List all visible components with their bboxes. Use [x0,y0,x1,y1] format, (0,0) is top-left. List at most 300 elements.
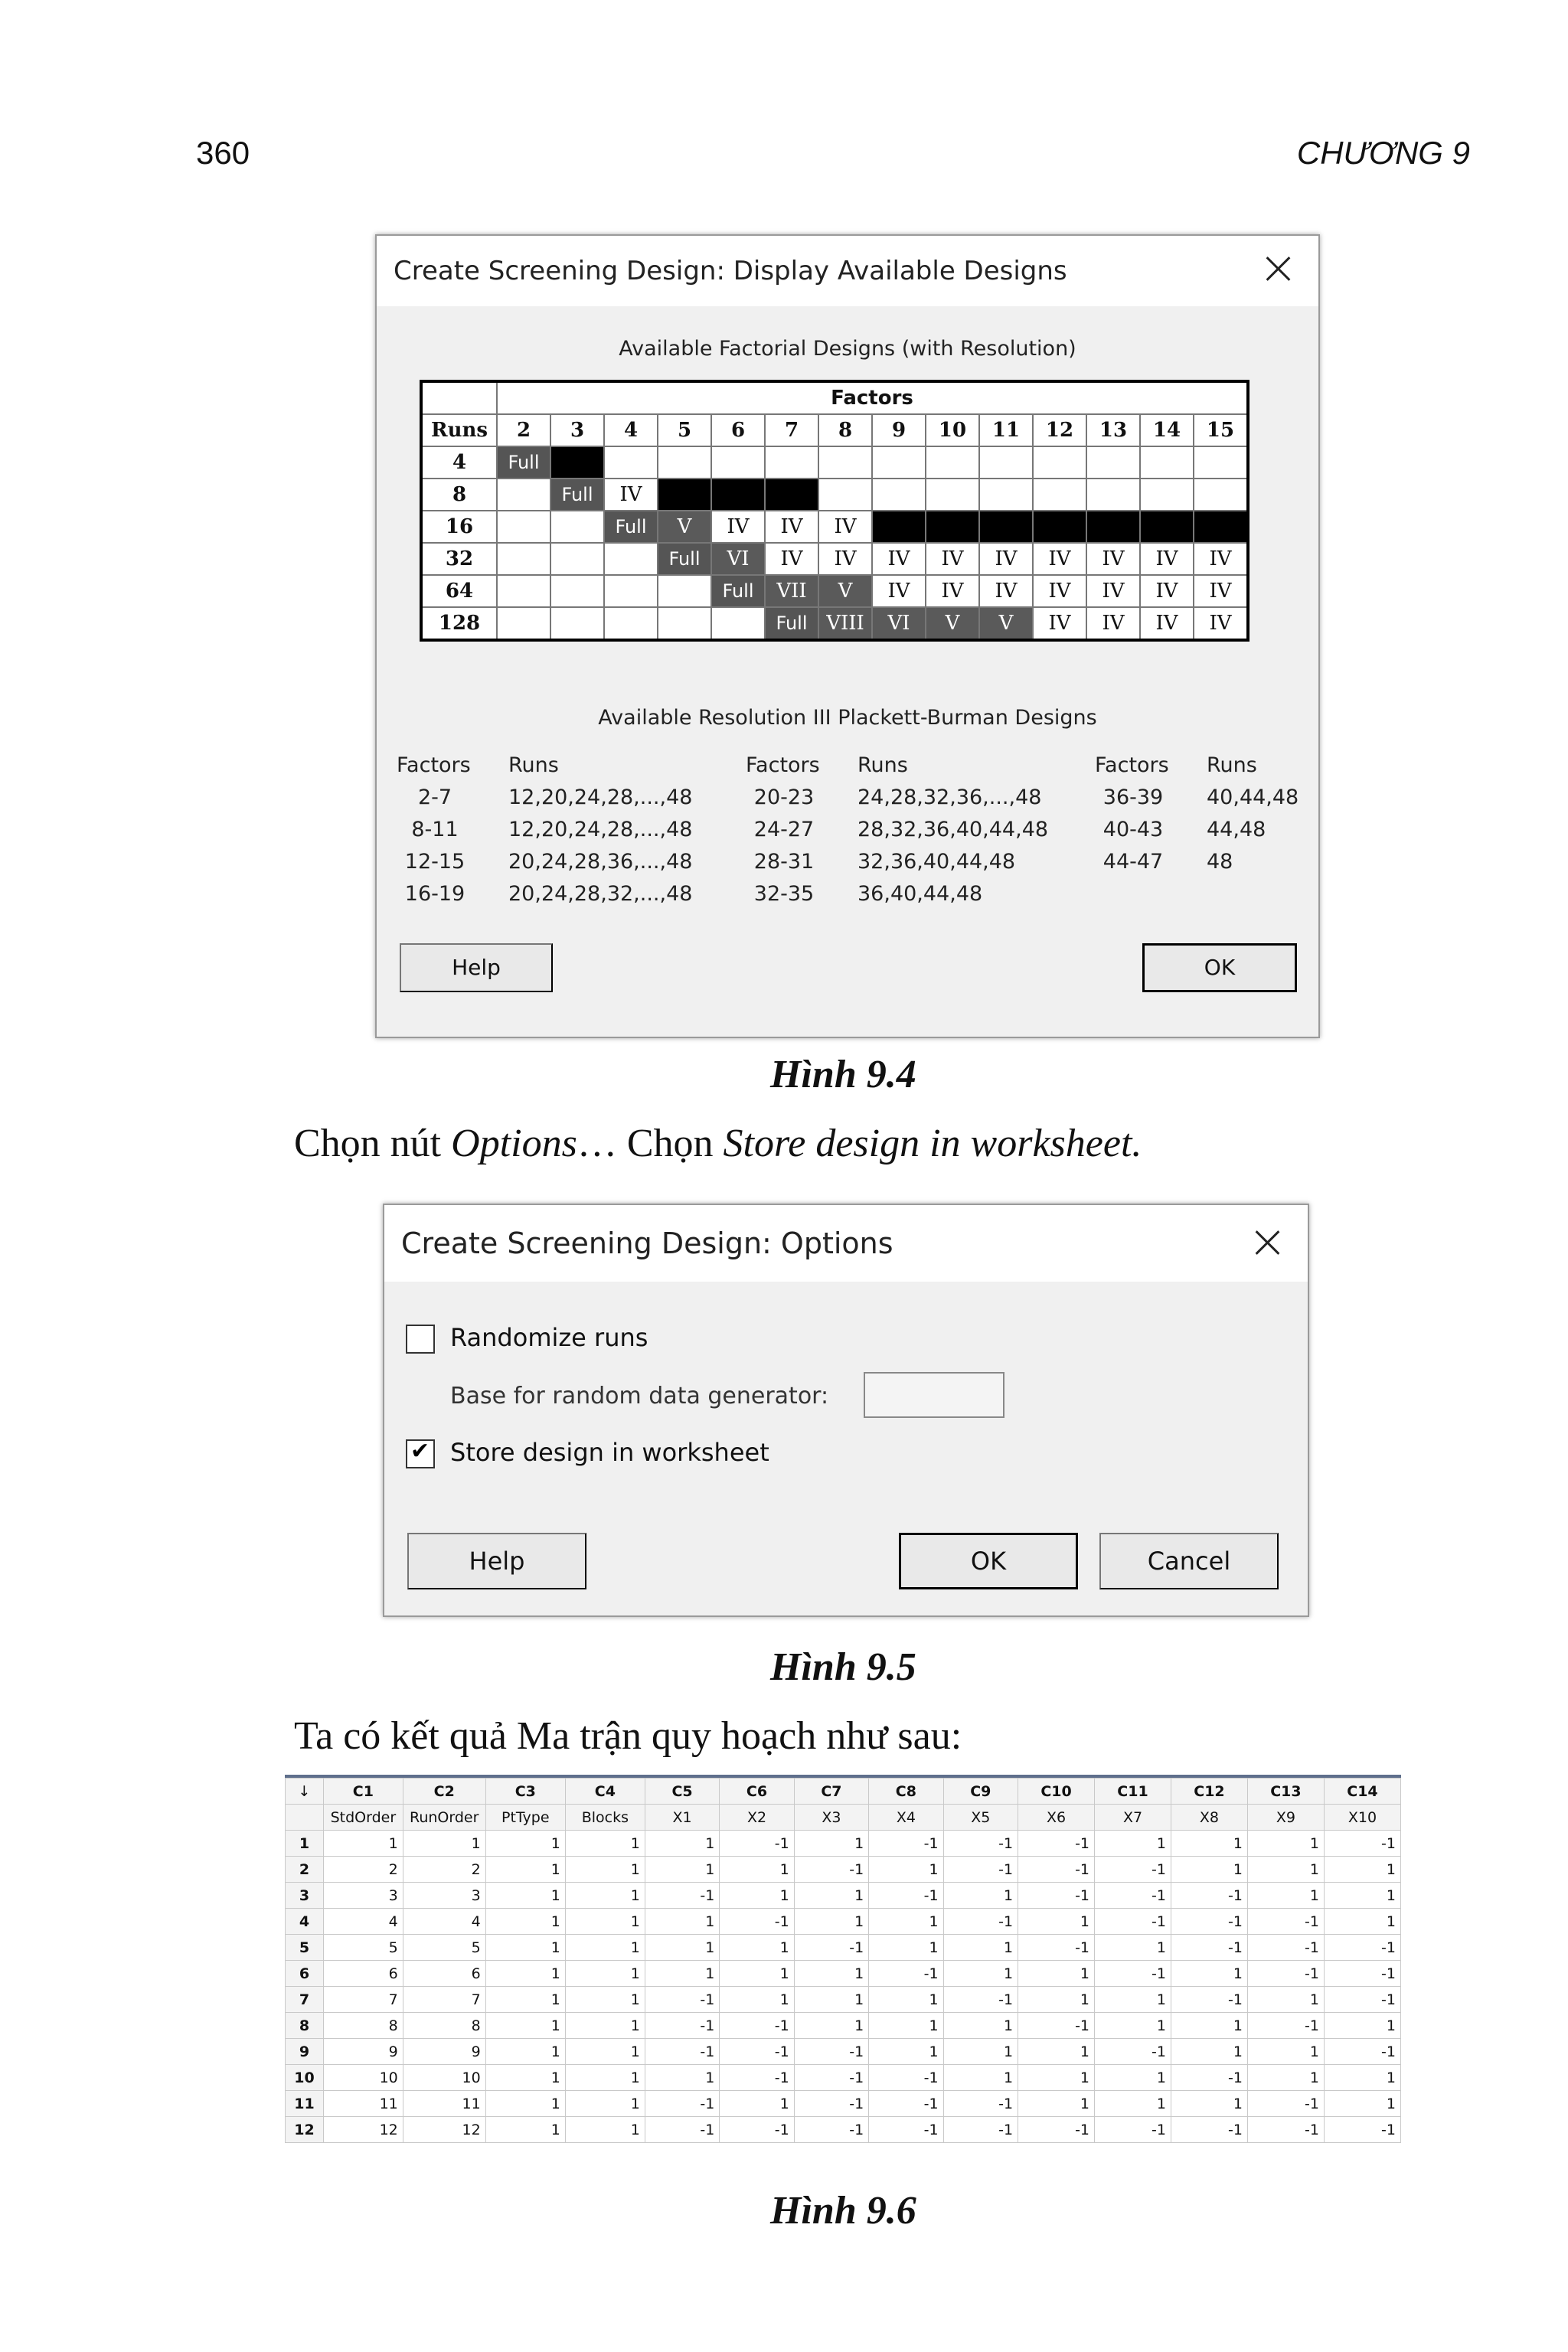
worksheet-cell[interactable]: 1 [645,1909,719,1935]
column-name-header[interactable]: X5 [943,1805,1018,1831]
worksheet-cell[interactable]: 1 [794,1883,868,1909]
worksheet-cell[interactable]: 1 [1247,1883,1324,1909]
worksheet-cell[interactable]: -1 [720,2039,794,2065]
help-button[interactable]: Help [400,943,553,992]
worksheet-cell[interactable]: 1 [869,2013,943,2039]
resolution-cell: V [818,575,872,607]
column-id-header[interactable]: C5 [645,1779,719,1805]
worksheet-cell[interactable]: 6 [324,1961,403,1987]
worksheet-cell[interactable]: 10 [324,2065,403,2091]
worksheet-cell[interactable]: 1 [1018,2039,1095,2065]
worksheet-cell[interactable]: 1 [1247,1831,1324,1857]
worksheet-cell[interactable]: 1 [645,2065,719,2091]
worksheet-cell[interactable]: 1 [485,2117,565,2143]
worksheet-cell[interactable]: -1 [1018,2013,1095,2039]
pb-factors: 8-11 [411,818,459,841]
pb-column-3 [1095,753,1317,882]
factor-column-header: 3 [550,414,604,446]
worksheet-cell[interactable]: -1 [1018,1831,1095,1857]
worksheet-cell[interactable]: 1 [794,1831,868,1857]
worksheet-cell[interactable]: -1 [1247,1935,1324,1961]
worksheet-cell[interactable]: 8 [324,2013,403,2039]
worksheet-cell[interactable]: 1 [565,2065,645,2091]
empty-cell [1086,446,1140,479]
worksheet-cell[interactable]: -1 [1095,1857,1171,1883]
resolution-cell: IV [1140,575,1194,607]
worksheet-cell[interactable]: -1 [869,1883,943,1909]
resolution-cell: IV [1194,575,1248,607]
worksheet-cell[interactable]: 1 [565,2013,645,2039]
empty-cell [1194,479,1248,511]
unavailable-cell [1086,511,1140,543]
pb-factors: 2-7 [417,786,452,809]
figure-caption-9-6: Hình 9.6 [770,2189,916,2233]
worksheet-cell[interactable]: 2 [324,1857,403,1883]
worksheet-cell[interactable]: 7 [403,1987,485,2013]
unavailable-cell [926,511,979,543]
worksheet-cell[interactable]: 1 [1324,1857,1400,1883]
pb-row [1095,786,1317,818]
worksheet-cell[interactable]: -1 [943,1831,1018,1857]
worksheet-cell[interactable]: 1 [565,2117,645,2143]
table-row [286,1857,1401,1883]
worksheet-cell[interactable]: 1 [1247,2039,1324,2065]
column-id-header[interactable]: C8 [869,1779,943,1805]
worksheet-cell[interactable]: 11 [324,2091,403,2117]
pb-runs: 36,40,44,48 [858,882,983,906]
close-icon[interactable] [1248,1223,1286,1262]
factors-header: Factors [497,381,1248,414]
worksheet-cell[interactable]: 8 [403,2013,485,2039]
factorial-designs-title: Available Factorial Designs (with Resolution) [619,337,1076,361]
worksheet-cell[interactable]: 1 [565,1935,645,1961]
worksheet-cell[interactable]: -1 [1018,1883,1095,1909]
pb-runs-header: Runs [1207,753,1257,777]
empty-cell [604,446,658,479]
worksheet-cell[interactable]: 1 [869,1909,943,1935]
worksheet-cell[interactable]: 4 [324,1909,403,1935]
resolution-cell: IV [1194,607,1248,640]
worksheet-cell[interactable]: 1 [1095,2091,1171,2117]
empty-cell [658,607,711,640]
worksheet-cell[interactable]: 1 [720,1857,794,1883]
worksheet-cell[interactable]: -1 [1324,1987,1400,2013]
worksheet-cell[interactable]: 1 [1324,2013,1400,2039]
row-number[interactable]: 1 [286,1831,324,1857]
column-id-header[interactable]: C10 [1018,1779,1095,1805]
unavailable-cell [711,479,765,511]
worksheet-cell[interactable]: 1 [1324,2065,1400,2091]
worksheet-cell[interactable]: -1 [794,1857,868,1883]
column-name-header[interactable]: X10 [1324,1805,1400,1831]
worksheet-cell[interactable]: 1 [720,1935,794,1961]
worksheet-cell[interactable]: 12 [324,2117,403,2143]
worksheet-cell[interactable]: -1 [720,1831,794,1857]
ok-button[interactable]: OK [899,1533,1078,1589]
worksheet-cell[interactable]: 7 [324,1987,403,2013]
table-row [286,2065,1401,2091]
pb-runs: 20,24,28,32,...,48 [508,882,693,906]
worksheet-cell[interactable]: -1 [794,2039,868,2065]
worksheet-cell[interactable]: -1 [794,2065,868,2091]
full-design-cell: Full [604,511,658,543]
worksheet-cell[interactable]: -1 [1247,1961,1324,1987]
factor-column-header: 11 [979,414,1033,446]
worksheet-cell[interactable]: 1 [943,1883,1018,1909]
worksheet-cell[interactable]: 1 [645,1935,719,1961]
worksheet-cell[interactable]: 1 [794,1987,868,2013]
worksheet-cell[interactable]: 1 [324,1831,403,1857]
factor-column-header: 8 [818,414,872,446]
table-row [286,1883,1401,1909]
worksheet-cell[interactable]: 3 [403,1883,485,1909]
worksheet-cell[interactable]: 1 [720,2091,794,2117]
worksheet-cell[interactable]: 1 [943,1935,1018,1961]
row-number[interactable]: 7 [286,1987,324,2013]
worksheet-cell[interactable]: -1 [1171,1883,1247,1909]
worksheet-cell[interactable]: -1 [720,2013,794,2039]
column-name-header[interactable]: X7 [1095,1805,1171,1831]
worksheet-cell[interactable]: 1 [1095,1935,1171,1961]
worksheet-cell[interactable]: -1 [869,1961,943,1987]
column-id-header[interactable]: C12 [1171,1779,1247,1805]
unavailable-cell [979,511,1033,543]
worksheet-cell[interactable]: 5 [324,1935,403,1961]
column-name-header[interactable]: X6 [1018,1805,1095,1831]
worksheet-cell[interactable]: 1 [794,1909,868,1935]
worksheet-cell[interactable]: 1 [1018,2091,1095,2117]
worksheet-cell[interactable]: -1 [943,1987,1018,2013]
worksheet-cell[interactable]: 1 [1171,1831,1247,1857]
worksheet-cell[interactable]: 1 [565,1987,645,2013]
empty-cell [872,479,926,511]
worksheet-cell[interactable]: -1 [1018,1935,1095,1961]
worksheet-cell[interactable]: 1 [485,1883,565,1909]
worksheet-cell[interactable]: 1 [485,1961,565,1987]
worksheet-cell[interactable]: 1 [869,2039,943,2065]
pb-runs-header: Runs [508,753,559,777]
worksheet-cell[interactable]: -1 [943,1857,1018,1883]
column-name-header[interactable]: X4 [869,1805,943,1831]
resolution-cell: IV [872,575,926,607]
randomize-runs-checkbox[interactable] [406,1325,435,1354]
column-name-header[interactable]: PtType [485,1805,565,1831]
row-number[interactable]: 8 [286,2013,324,2039]
table-row [286,1831,1401,1857]
ok-button[interactable]: OK [1142,943,1297,992]
worksheet-cell[interactable]: 1 [1324,1883,1400,1909]
empty-cell [818,446,872,479]
worksheet-cell[interactable]: 1 [1247,1987,1324,2013]
worksheet-cell[interactable]: 1 [485,1987,565,2013]
worksheet-cell[interactable]: -1 [1095,2117,1171,2143]
empty-cell [1086,479,1140,511]
empty-cell [550,607,604,640]
worksheet-cell[interactable]: -1 [1247,2117,1324,2143]
dialog-title: Create Screening Design: Display Available Designs [394,256,1067,286]
column-name-header[interactable]: RunOrder [403,1805,485,1831]
worksheet-cell[interactable]: -1 [1171,1909,1247,1935]
worksheet-cell[interactable]: -1 [1247,1909,1324,1935]
worksheet-cell[interactable]: 6 [403,1961,485,1987]
column-id-header[interactable]: C11 [1095,1779,1171,1805]
worksheet-cell[interactable]: 1 [485,2039,565,2065]
row-number[interactable]: 10 [286,2065,324,2091]
design-matrix-table [285,1778,1401,2143]
worksheet-cell[interactable]: 1 [943,2065,1018,2091]
pb-row [746,850,1067,882]
worksheet-cell[interactable]: 1 [485,1935,565,1961]
worksheet-cell[interactable]: 1 [485,1857,565,1883]
resolution-cell: IV [979,575,1033,607]
empty-cell [979,479,1033,511]
worksheet-cell[interactable]: 1 [565,1883,645,1909]
worksheet-cell[interactable]: -1 [1324,1961,1400,1987]
resolution-cell: VI [711,543,765,575]
worksheet-cell[interactable]: 1 [565,2039,645,2065]
worksheet-cell[interactable]: 1 [869,1987,943,2013]
worksheet-cell[interactable]: 1 [645,1857,719,1883]
worksheet-cell[interactable]: 1 [403,1831,485,1857]
worksheet-cell[interactable]: 1 [565,1909,645,1935]
row-number[interactable]: 5 [286,1935,324,1961]
worksheet-cell[interactable]: -1 [869,1831,943,1857]
worksheet-cell[interactable]: 1 [943,1961,1018,1987]
row-number[interactable]: 12 [286,2117,324,2143]
worksheet-cell[interactable]: 1 [1324,2091,1400,2117]
worksheet-cell[interactable]: 5 [403,1935,485,1961]
column-id-header[interactable]: C6 [720,1779,794,1805]
cancel-button[interactable]: Cancel [1099,1533,1279,1589]
worksheet-cell[interactable]: -1 [1095,1961,1171,1987]
worksheet-cell[interactable]: 1 [1247,1857,1324,1883]
worksheet-cell[interactable]: -1 [720,1909,794,1935]
worksheet-cell[interactable]: -1 [645,2013,719,2039]
column-name-header[interactable]: X8 [1171,1805,1247,1831]
resolution-cell: V [979,607,1033,640]
worksheet-cell[interactable]: 12 [403,2117,485,2143]
pb-column-2 [746,753,1067,914]
worksheet-cell[interactable]: -1 [645,1987,719,2013]
column-name-header[interactable]: X9 [1247,1805,1324,1831]
worksheet-cell[interactable]: -1 [794,2117,868,2143]
worksheet-cell[interactable]: -1 [869,2091,943,2117]
column-id-header[interactable]: C1 [324,1779,403,1805]
worksheet-cell[interactable]: 1 [1171,2013,1247,2039]
column-name-header[interactable]: StdOrder [324,1805,403,1831]
resolution-cell: IV [711,511,765,543]
name-row-corner [286,1805,324,1831]
worksheet-cell[interactable]: 9 [403,2039,485,2065]
pb-runs: 40,44,48 [1207,786,1299,809]
empty-cell [497,479,550,511]
resolution-cell: IV [1086,575,1140,607]
full-design-cell: Full [497,446,550,479]
full-design-cell: Full [550,479,604,511]
result-paragraph: Ta có kết quả Ma trận quy hoạch như sau: [294,1714,962,1758]
worksheet-cell[interactable]: 1 [485,2013,565,2039]
worksheet-cell[interactable]: -1 [645,2117,719,2143]
worksheet-cell[interactable]: 1 [943,2039,1018,2065]
table-row [286,2013,1401,2039]
worksheet-cell[interactable]: -1 [1324,1831,1400,1857]
worksheet-cell[interactable]: 1 [1095,1831,1171,1857]
randomize-runs-label: Randomize runs [450,1323,648,1352]
help-button[interactable]: Help [407,1533,586,1589]
worksheet-cell[interactable]: 1 [1324,1909,1400,1935]
worksheet-cell[interactable]: 1 [1095,2013,1171,2039]
worksheet-cell[interactable]: -1 [1171,1935,1247,1961]
worksheet-cell[interactable]: -1 [645,2091,719,2117]
worksheet-cell[interactable]: 1 [565,1961,645,1987]
worksheet-cell[interactable]: 4 [403,1909,485,1935]
worksheet-cell[interactable]: 1 [720,1883,794,1909]
factor-column-header: 14 [1140,414,1194,446]
page-number: 360 [196,135,250,171]
worksheet-cell[interactable]: 1 [869,1935,943,1961]
worksheet-cell[interactable]: 10 [403,2065,485,2091]
worksheet-cell[interactable]: 1 [794,2013,868,2039]
column-name-header[interactable]: X1 [645,1805,719,1831]
empty-cell [604,543,658,575]
worksheet-cell[interactable]: 1 [720,1961,794,1987]
seed-label: Base for random data generator: [450,1383,829,1410]
worksheet-cell[interactable]: 1 [1018,1961,1095,1987]
seed-input[interactable] [864,1372,1004,1418]
empty-cell [711,446,765,479]
design-row [421,446,1248,479]
worksheet-cell[interactable]: -1 [720,2117,794,2143]
empty-cell [1194,446,1248,479]
column-id-header[interactable]: C7 [794,1779,868,1805]
worksheet-cell[interactable]: -1 [869,2117,943,2143]
worksheet-cell[interactable]: 1 [645,1961,719,1987]
dialog-titlebar [384,1205,1308,1282]
runs-header: Runs [421,414,497,446]
pb-row [397,850,718,882]
worksheet-cell[interactable]: 1 [943,2013,1018,2039]
worksheet-cell[interactable]: 3 [324,1883,403,1909]
worksheet-cell[interactable]: -1 [1324,1935,1400,1961]
unavailable-cell [1140,511,1194,543]
worksheet-cell[interactable]: 1 [1018,2065,1095,2091]
worksheet-cell[interactable]: 1 [720,1987,794,2013]
pb-row [746,818,1067,850]
worksheet-cell[interactable]: 1 [1171,1857,1247,1883]
table-row [286,1909,1401,1935]
worksheet-cell[interactable]: 1 [1171,2039,1247,2065]
figure-caption-9-4: Hình 9.4 [770,1053,916,1096]
empty-cell [1140,479,1194,511]
column-id-header[interactable]: C3 [485,1779,565,1805]
resolution-cell: V [926,607,979,640]
column-name-header[interactable]: Blocks [565,1805,645,1831]
pb-factors: 32-35 [753,882,815,906]
worksheet-cell[interactable]: 1 [869,1857,943,1883]
worksheet-cell[interactable]: 1 [565,1831,645,1857]
row-number[interactable]: 3 [286,1883,324,1909]
row-number[interactable]: 2 [286,1857,324,1883]
pb-row [397,882,718,914]
row-number[interactable]: 11 [286,2091,324,2117]
worksheet-cell[interactable]: 1 [645,1831,719,1857]
worksheet-cell[interactable]: 9 [324,2039,403,2065]
worksheet-cell[interactable]: -1 [1324,2117,1400,2143]
worksheet-cell[interactable]: 1 [485,1831,565,1857]
worksheet-cell[interactable]: -1 [1018,1857,1095,1883]
worksheet-cell[interactable]: -1 [943,1909,1018,1935]
worksheet-cell[interactable]: 2 [403,1857,485,1883]
worksheet-cell[interactable]: -1 [1247,2091,1324,2117]
worksheet-cell[interactable]: -1 [794,1935,868,1961]
worksheet-cell[interactable]: -1 [720,2065,794,2091]
column-id-header[interactable]: C9 [943,1779,1018,1805]
worksheet-cell[interactable]: 1 [794,1961,868,1987]
available-designs-dialog [375,234,1320,1038]
column-name-header[interactable]: X2 [720,1805,794,1831]
worksheet-cell[interactable]: -1 [1247,2013,1324,2039]
column-name-header[interactable]: X3 [794,1805,868,1831]
worksheet-cell[interactable]: -1 [1095,1909,1171,1935]
worksheet-cell[interactable]: -1 [1324,2039,1400,2065]
row-number[interactable]: 6 [286,1961,324,1987]
worksheet-cell[interactable]: 11 [403,2091,485,2117]
unavailable-cell [872,511,926,543]
unavailable-cell [550,446,604,479]
worksheet-cell[interactable]: -1 [1095,2039,1171,2065]
worksheet-cell[interactable]: 1 [565,2091,645,2117]
worksheet-cell[interactable]: 1 [1018,1987,1095,2013]
column-id-header[interactable]: C13 [1247,1779,1324,1805]
worksheet-cell[interactable]: -1 [1171,2117,1247,2143]
store-design-checkbox[interactable] [406,1439,435,1468]
worksheet-cell[interactable]: -1 [1171,2065,1247,2091]
worksheet-cell[interactable]: 1 [1247,2065,1324,2091]
worksheet-cell[interactable]: 1 [1171,1961,1247,1987]
worksheet-cell[interactable]: 1 [1171,2091,1247,2117]
worksheet-cell[interactable]: 1 [1018,1909,1095,1935]
worksheet-cell[interactable]: -1 [943,2091,1018,2117]
close-icon[interactable] [1259,250,1297,288]
column-id-header[interactable]: C14 [1324,1779,1400,1805]
worksheet-cell[interactable]: 1 [485,2091,565,2117]
para-text-options: Options [451,1122,577,1165]
worksheet-cell[interactable]: -1 [869,2065,943,2091]
worksheet-cell[interactable]: 1 [1095,2065,1171,2091]
worksheet-cell[interactable]: -1 [1095,1883,1171,1909]
row-number[interactable]: 9 [286,2039,324,2065]
worksheet-cell[interactable]: -1 [943,2117,1018,2143]
worksheet-cell[interactable]: -1 [1018,2117,1095,2143]
row-number[interactable]: 4 [286,1909,324,1935]
resolution-cell: IV [979,543,1033,575]
worksheet-cell[interactable]: 1 [485,1909,565,1935]
worksheet-cell[interactable]: 1 [485,2065,565,2091]
column-id-header[interactable]: C2 [403,1779,485,1805]
worksheet-cell[interactable]: -1 [645,1883,719,1909]
resolution-cell: IV [1194,543,1248,575]
worksheet-cell[interactable]: -1 [1171,1987,1247,2013]
worksheet-cell[interactable]: 1 [565,1857,645,1883]
column-id-header[interactable]: C4 [565,1779,645,1805]
worksheet-cell[interactable]: -1 [645,2039,719,2065]
worksheet-corner[interactable]: ↓ [286,1779,324,1805]
worksheet-cell[interactable]: 1 [1095,1987,1171,2013]
resolution-cell: IV [818,511,872,543]
full-design-cell: Full [765,607,818,640]
worksheet-cell[interactable]: -1 [794,2091,868,2117]
empty-cell [765,446,818,479]
